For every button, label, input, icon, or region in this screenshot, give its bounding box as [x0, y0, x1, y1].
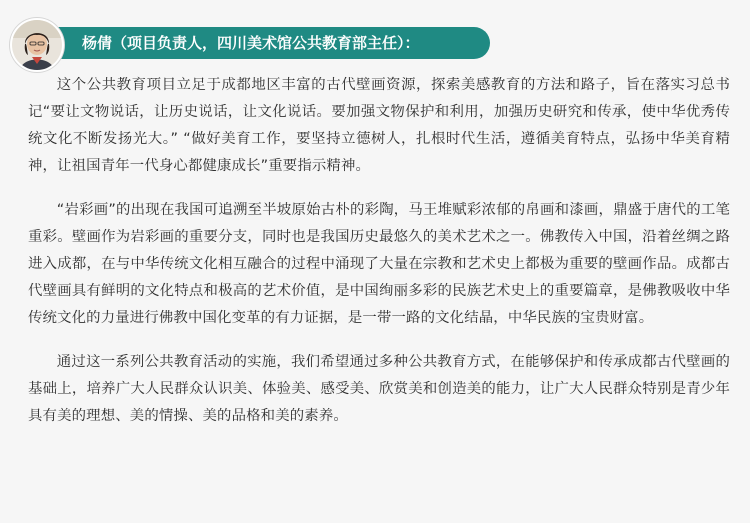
name-title-bar — [44, 27, 490, 59]
paragraph-rock-painting-history: “岩彩画”的出现在我国可追溯至半坡原始古朴的彩陶，马王堆赋彩浓郁的帛画和漆画，鼎盛于唐代的工笔重彩。壁画作为岩彩画的重要分支，同时也是我国历史最悠久的美术艺术之一。佛教传入中国，沿着丝绸之路进入成都，在与中华传统文化相互融合的过程中涌现了大量在宗教和艺术史上都极为重要的壁画作品。成都古代壁画具有鲜明的文化特点和极高的艺术价值，是中国绚丽多彩的民族艺术史上的重要篇章，是佛教吸收中华传统文化的力量进行佛教中国化变革的有力证据，是一带一路的文化结晶，中华民族的宝贵财富。 — [28, 202, 730, 326]
speaker-name-title: 杨倩（项目负责人，四川美术馆公共教育部主任）： — [82, 34, 420, 52]
speaker-header — [10, 18, 490, 68]
paragraph-project-intro: 这个公共教育项目立足于成都地区丰富的古代壁画资源，探索美感教育的方法和路子，旨在落实习总书记“要让文物说话，让历史说话，让文化说话。要加强文物保护和利用，加强历史研究和传承，使中华优秀传统文化不断发扬光大。” “做好美育工作，要坚持立德树人，扎根时代生活，遵循美育特点，弘扬中华美育精神，让祖国青年一代身心都健康成长”重要指示精神。 — [28, 77, 730, 174]
paragraph-education-goals: 通过这一系列公共教育活动的实施，我们希望通过多种公共教育方式，在能够保护和传承成都古代壁画的基础上，培养广大人民群众认识美、体验美、感受美、欣赏美和创造美的能力，让广大人民群众特别是青少年具有美的理想、美的情操、美的品格和美的素养。 — [28, 354, 730, 424]
article-body — [28, 72, 730, 447]
person-portrait-icon — [12, 20, 62, 70]
avatar — [10, 18, 64, 72]
